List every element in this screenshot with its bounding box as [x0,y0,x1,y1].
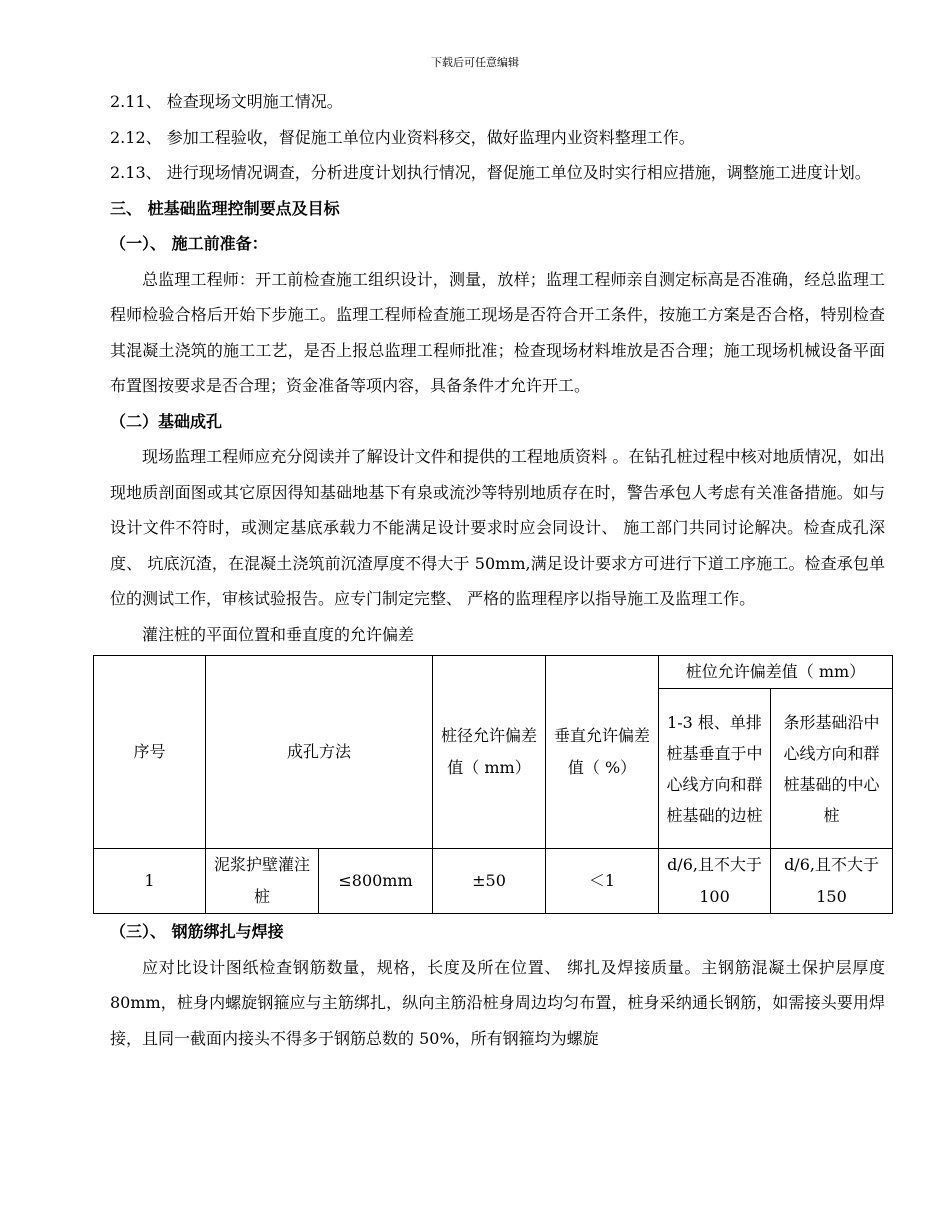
header-cell-method: 成孔方法 [206,656,433,849]
row-cell-no: 1 [94,849,206,914]
section-3-heading: 三、 桩基础监理控制要点及目标 [110,198,340,218]
subsection-2-heading: （二）基础成孔 [110,411,223,431]
subsection-1-paragraph: 总监理工程师：开工前检查施工组织设计，测量，放样；监理工程师亲自测定标高是否准确，经总监理工程师检验合格后开始下步施工。监理工程师检查施工现场是否符合开工条件，按施工方案是否合格，特别检查其混凝土浇筑的施工工艺，是否上报总监理工程师批准；检查现场材料堆放是否合理；施工现场机械设备平面布置图按要求是否合理；资金准备等项内容，具备条件才允许开工。 [110,269,885,395]
row-cell-method-condition: ≤800mm [319,849,433,914]
page-header: 下载后可任意编辑 [431,56,519,69]
table-row [94,849,893,914]
header-cell-position-edge-piles: 1-3 根、单排桩基垂直于中心线方向和群桩基础的边桩 [659,689,771,849]
tolerance-table [93,655,893,914]
row-cell-vertical-tolerance: ＜1 [546,849,659,914]
item-2-11: 2.11、 检查现场文明施工情况。 [110,92,343,111]
header-cell-diameter-tolerance: 桩径允许偏差值（ mm） [433,656,546,849]
item-2-12: 2.12、 参加工程验收，督促施工单位内业资料移交，做好监理内业资料整理工作。 [110,127,695,147]
header-cell-no: 序号 [94,656,206,849]
item-2-13: 2.13、 进行现场情况调查，分析进度计划执行情况，督促施工单位及时实行相应措施，调整施工进度计划。 [110,163,871,182]
subsection-2-paragraph: 现场监理工程师应充分阅读并了解设计文件和提供的工程地质资料 。在钻孔桩过程中核对地质情况，如出现地质剖面图或其它原因得知基础地基下有泉或流沙等特别地质存在时，警告承包人考虑有关准备措施。如与设计文件不符时，或测定基底承载力不能满足设计要求时应会同设计、 施工部门共同讨论解决。检查成孔深度、 坑底沉渣，在混凝土浇筑前沉渣厚度不得大于 50mm,满足设计要求方可进行下道工序施工。检查承包单位的测试工作，审核试验报告。应专门制定完整、 严格的监理程序以指导施工及监理工作。 [110,447,885,608]
row-cell-diameter-tolerance: ±50 [433,849,546,914]
table-header-row [94,656,893,689]
row-cell-position-edge-piles: d/6,且不大于 100 [659,849,771,914]
subsection-3-heading: （三）、 钢筋绑扎与焊接 [110,922,284,941]
header-cell-position-center-piles: 条形基础沿中心线方向和群桩基础的中心桩 [771,689,893,849]
table-caption: 灌注桩的平面位置和垂直度的允许偏差 [142,624,415,644]
subsection-3-paragraph: 应对比设计图纸检查钢筋数量，规格，长度及所在位置、 绑扎及焊接质量。主钢筋混凝土保护层厚度 80mm，桩身内螺旋钢箍应与主筋绑扎，纵向主筋沿桩身周边均匀布置，桩身采纳通长钢筋，如需接头要用焊接，且同一截面内接头不得多于钢筋总数的 50%，所有钢箍均为螺旋 [110,957,885,1048]
row-cell-method: 泥浆护壁灌注桩 [206,849,319,914]
subsection-1-heading: （一）、 施工前准备： [110,234,268,253]
row-cell-position-center-piles: d/6,且不大于 150 [771,849,893,914]
document-body [110,84,885,1056]
header-cell-position-tolerance: 桩位允许偏差值（ mm） [659,656,893,689]
header-cell-vertical-tolerance: 垂直允许偏差值（ %） [546,656,659,849]
